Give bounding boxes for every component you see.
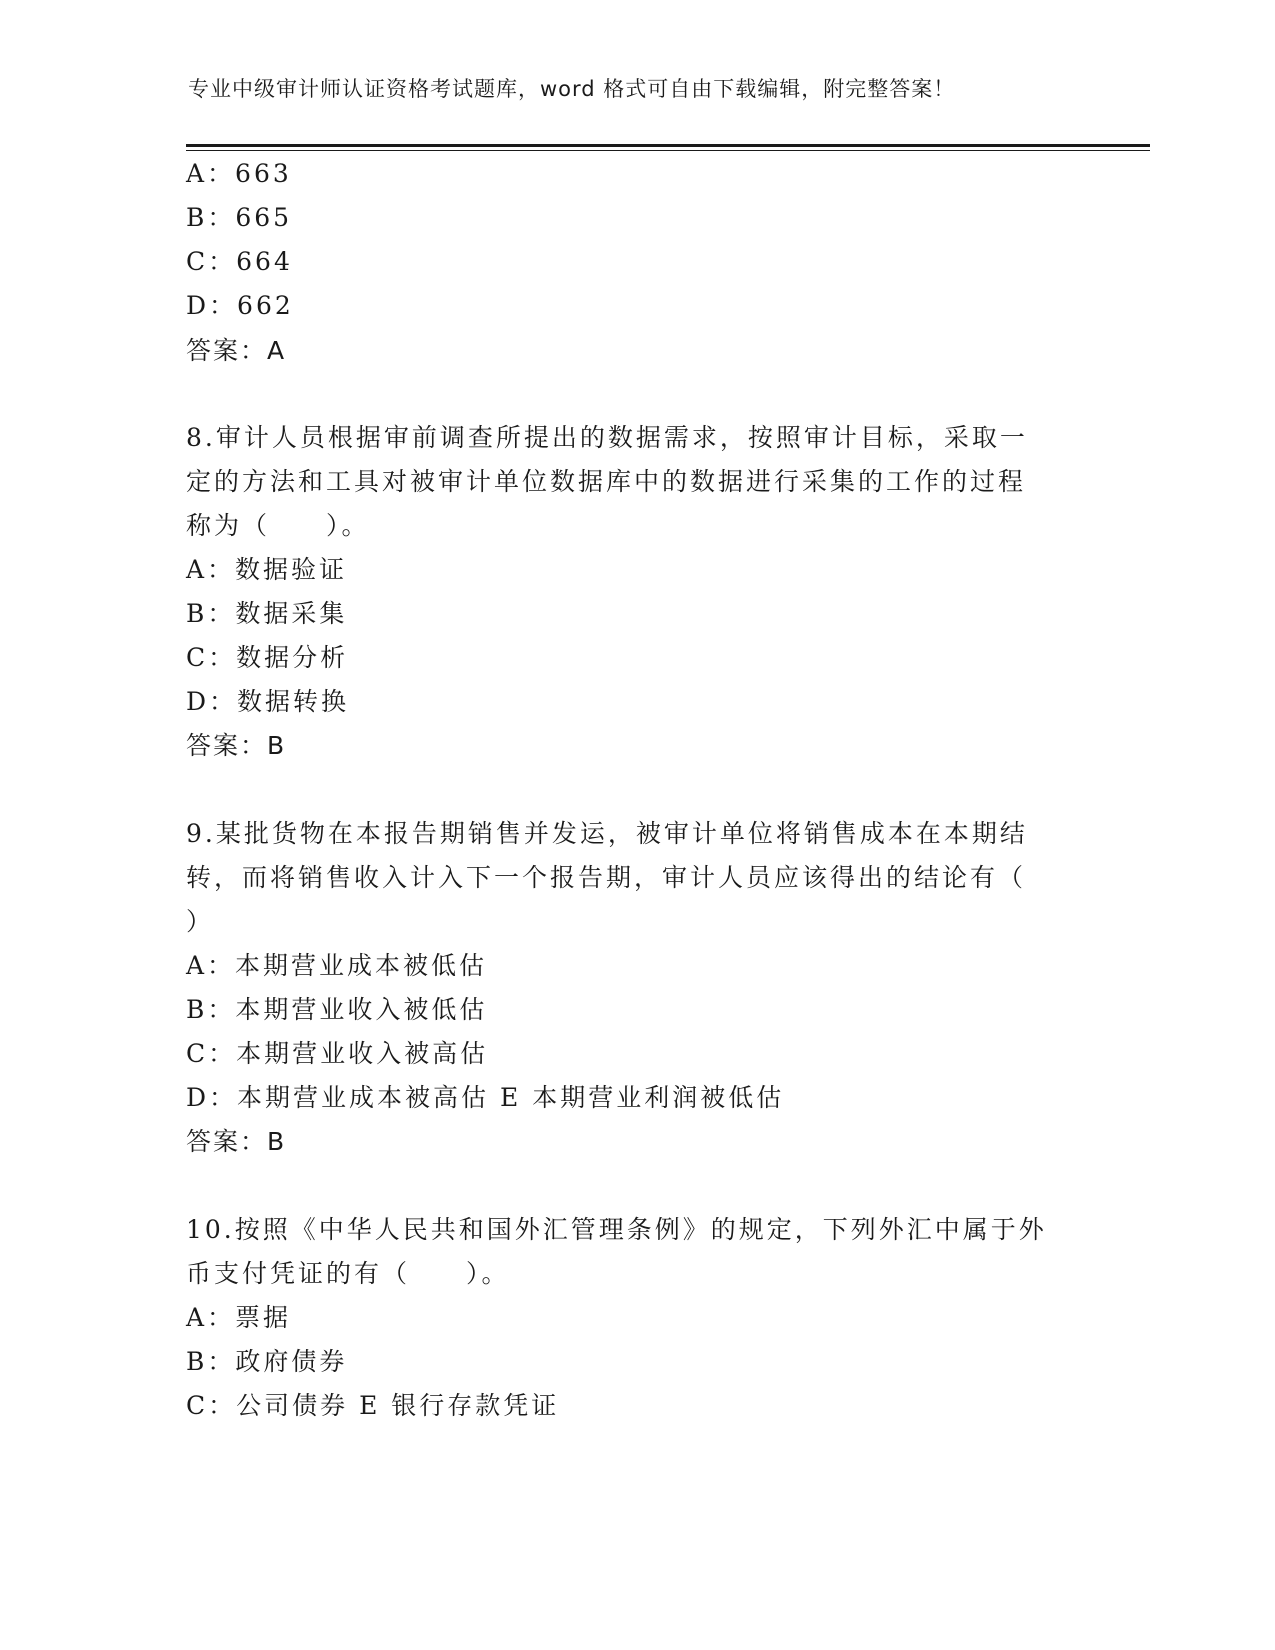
page-header: 专业中级审计师认证资格考试题库，word 格式可自由下载编辑，附完整答案！ — [188, 77, 956, 101]
q9-option-d: D：本期营业成本被高估 E 本期营业利润被低估 — [186, 1083, 785, 1112]
q8-option-b: B：数据采集 — [186, 599, 348, 628]
header-rule-thick — [186, 144, 1150, 147]
prev-answer: 答案：A — [186, 336, 287, 365]
prev-option-b: B：665 — [186, 203, 293, 232]
q9-stem-line-1: 9.某批货物在本报告期销售并发运，被审计单位将销售成本在本期结 — [186, 819, 1028, 848]
prev-option-c: C：664 — [186, 247, 293, 276]
q10-option-b: B：政府债券 — [186, 1347, 348, 1376]
q10-option-a: A：票据 — [186, 1303, 292, 1332]
q9-option-a: A：本期营业成本被低估 — [186, 951, 488, 980]
q10-option-c: C：公司债券 E 银行存款凭证 — [186, 1391, 560, 1420]
q9-stem-line-2: 转，而将销售收入计入下一个报告期，审计人员应该得出的结论有（ — [186, 863, 1027, 892]
header-rule-thin — [186, 150, 1150, 151]
q10-stem-line-1: 10.按照《中华人民共和国外汇管理条例》的规定，下列外汇中属于外 — [186, 1215, 1047, 1244]
q8-stem-line-3: 称为（ ）。 — [186, 511, 370, 540]
q8-stem-line-1: 8.审计人员根据审前调查所提出的数据需求，按照审计目标，采取一 — [186, 423, 1028, 452]
q8-answer: 答案：B — [186, 731, 287, 760]
q10-stem-line-2: 币支付凭证的有（ ）。 — [186, 1259, 510, 1288]
q8-option-d: D：数据转换 — [186, 687, 350, 716]
q8-option-c: C：数据分析 — [186, 643, 349, 672]
q9-option-b: B：本期营业收入被低估 — [186, 995, 488, 1024]
q8-option-a: A：数据验证 — [186, 555, 348, 584]
prev-option-d: D：662 — [186, 291, 294, 320]
q9-answer: 答案：B — [186, 1127, 287, 1156]
q9-option-c: C：本期营业收入被高估 — [186, 1039, 489, 1068]
q8-stem-line-2: 定的方法和工具对被审计单位数据库中的数据进行采集的工作的过程 — [186, 467, 1027, 496]
prev-option-a: A：663 — [186, 159, 292, 188]
q9-stem-line-3: ） — [186, 907, 215, 936]
